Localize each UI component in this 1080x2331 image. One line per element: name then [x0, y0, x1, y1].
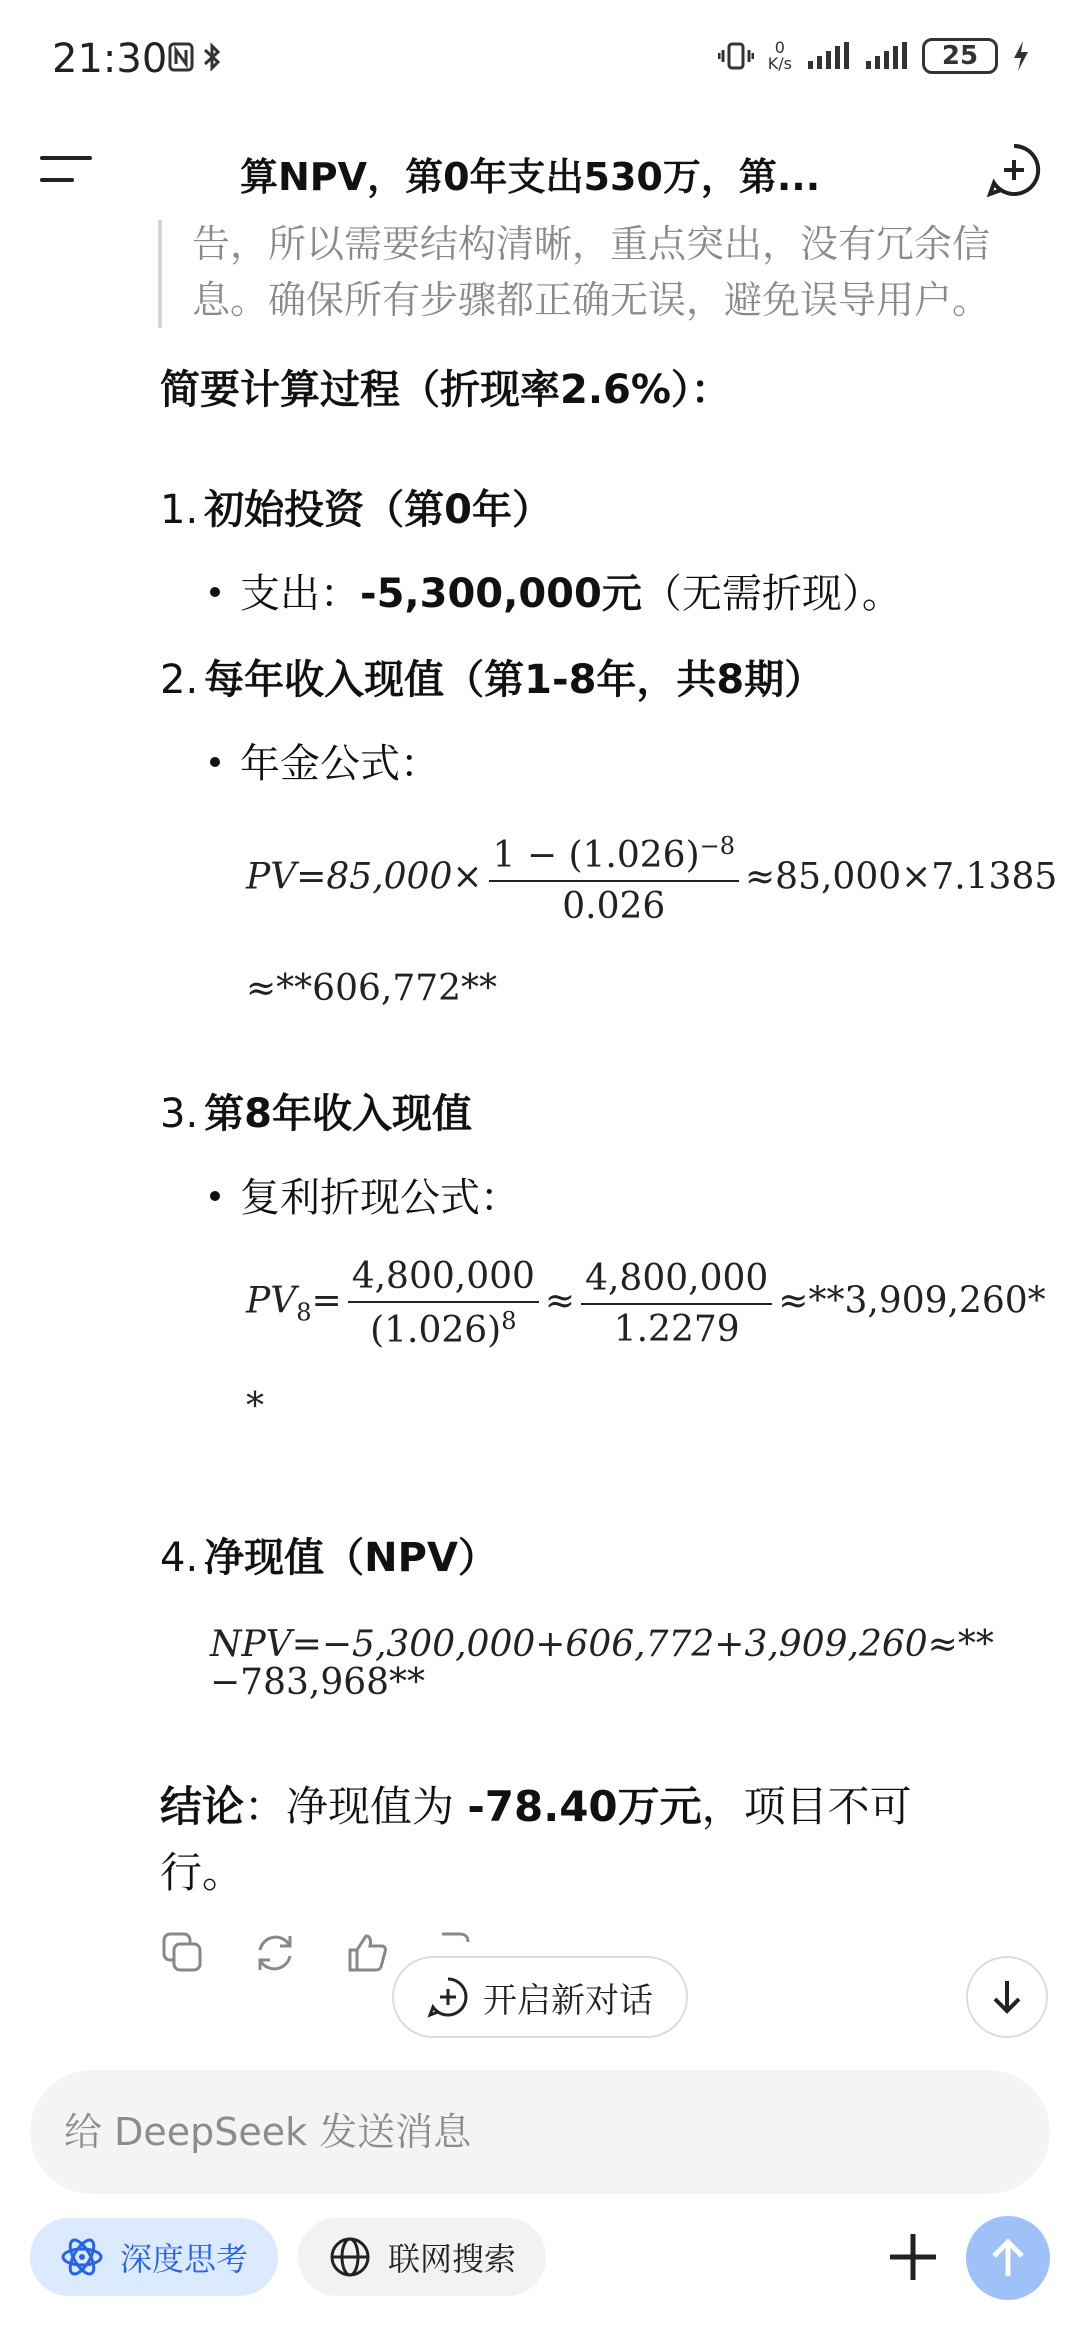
status-bar — [0, 0, 1080, 120]
plus-icon — [880, 2224, 946, 2290]
thinking-quote: 告，所以需要结构清晰，重点突出，没有冗余信息。确保所有步骤都正确无误，避免误导用户。 — [158, 220, 1018, 328]
bullet-dot — [210, 587, 220, 597]
bullet-dot — [210, 757, 220, 767]
fraction-denominator: (1.026) — [370, 1310, 502, 1351]
arrow-down-icon — [987, 1977, 1027, 2017]
equals: = — [311, 1280, 342, 1322]
web-search-label: 联网搜索 — [388, 2240, 517, 2278]
formula-npv-line2: −783,968** — [210, 1662, 426, 1703]
fraction-denominator: 0.026 — [562, 886, 666, 927]
list-item-1 — [160, 478, 552, 535]
status-time: 21:30 — [52, 36, 168, 82]
fraction — [581, 1258, 772, 1350]
chat-header — [0, 120, 1080, 220]
message-input[interactable] — [64, 2110, 1050, 2154]
copy-icon[interactable] — [160, 1930, 206, 1976]
formula-compound-tail: * — [246, 1386, 264, 1427]
plus-circle-icon — [986, 142, 1042, 198]
net-speed — [768, 40, 792, 72]
conclusion-label: 结论 — [160, 1782, 245, 1831]
bullet-prefix: 支出： — [240, 571, 360, 617]
formula-npv-line1 — [210, 1624, 994, 1665]
list-item-3 — [160, 1082, 472, 1139]
list-item-4 — [160, 1526, 498, 1583]
attach-button[interactable] — [880, 2224, 946, 2290]
web-search-toggle[interactable] — [298, 2218, 546, 2296]
status-left-icons — [168, 42, 222, 72]
conclusion — [160, 1774, 980, 1906]
net-speed-unit: K/s — [767, 54, 792, 73]
status-right — [718, 38, 1030, 74]
formula-lhs: PV=85,000× — [246, 856, 483, 898]
list-title: 初始投资（第0年） — [204, 487, 553, 533]
list-number: 3. — [160, 1091, 199, 1137]
bluetooth-icon — [202, 42, 222, 72]
fraction-denominator: 1.2279 — [613, 1308, 740, 1350]
bullet-suffix: （无需折现）。 — [641, 571, 902, 617]
signal-icon-2 — [864, 41, 908, 71]
fraction — [348, 1256, 539, 1351]
exponent: −8 — [699, 832, 736, 860]
net-speed-value: 0 — [774, 38, 785, 57]
nfc-icon — [168, 42, 194, 72]
arrow-up-icon — [986, 2236, 1030, 2280]
menu-line-bottom — [40, 178, 74, 182]
message-input-container[interactable] — [30, 2070, 1050, 2194]
fraction-numerator: 1 − (1.026) — [492, 835, 700, 876]
list-title: 第8年收入现值 — [204, 1091, 473, 1137]
regenerate-icon[interactable] — [252, 1930, 298, 1976]
list-title: 净现值（NPV） — [204, 1535, 498, 1581]
bullet-dot — [210, 1191, 220, 1201]
menu-button[interactable] — [40, 150, 96, 190]
conclusion-text: ，项目不可行。 — [160, 1782, 912, 1897]
list-item-2 — [160, 648, 824, 705]
bullet-expense — [210, 562, 902, 619]
atom-icon — [60, 2235, 104, 2279]
start-new-chat-label: 开启新对话 — [483, 1980, 653, 2021]
formula-text: NPV=−5,300,000+606,772+3,909,260≈** — [210, 1624, 994, 1665]
bullet-text: 复利折现公式： — [240, 1175, 520, 1221]
formula-annuity — [246, 832, 1057, 927]
bullet-compound — [210, 1166, 520, 1223]
bullet-amount: -5,300,000元 — [360, 571, 642, 617]
new-chat-icon — [427, 1976, 469, 2018]
deep-think-label: 深度思考 — [120, 2240, 249, 2278]
new-chat-button[interactable] — [986, 142, 1042, 198]
chat-content[interactable] — [0, 220, 1080, 2000]
battery-indicator: 25 — [922, 38, 998, 74]
exponent: 8 — [501, 1307, 517, 1335]
summary-heading: 简要计算过程（折现率2.6%）： — [160, 367, 731, 413]
conclusion-text: ：净现值为 — [244, 1782, 468, 1831]
formula-rhs: ≈85,000×7.1385 — [745, 856, 1058, 898]
list-title: 每年收入现值（第1-8年，共8期） — [204, 657, 825, 703]
approx: ≈ — [544, 1280, 576, 1322]
fraction — [489, 832, 740, 927]
thumbs-up-icon[interactable] — [344, 1930, 390, 1976]
list-number: 4. — [160, 1535, 199, 1581]
formula-compound — [246, 1256, 1046, 1351]
signal-icon-1 — [806, 41, 850, 71]
conclusion-amount: -78.40万元 — [467, 1782, 702, 1831]
fraction-numerator: 4,800,000 — [348, 1256, 539, 1303]
fraction-numerator: 4,800,000 — [581, 1258, 772, 1305]
formula-rhs: ≈**3,909,260* — [778, 1280, 1046, 1322]
deep-think-toggle[interactable] — [30, 2218, 278, 2296]
formula-annuity-result: ≈**606,772** — [246, 968, 498, 1009]
scroll-to-bottom-button[interactable] — [966, 1956, 1048, 2038]
start-new-chat-button[interactable] — [392, 1956, 688, 2038]
list-number: 1. — [160, 487, 199, 533]
subscript: 8 — [296, 1298, 312, 1327]
bullet-annuity — [210, 732, 440, 789]
menu-line-top — [40, 156, 92, 160]
formula-lhs: PV — [246, 1280, 297, 1322]
charging-icon — [1012, 40, 1030, 72]
bullet-text: 年金公式： — [240, 741, 440, 787]
list-number: 2. — [160, 657, 199, 703]
vibrate-icon — [718, 41, 754, 71]
send-button[interactable] — [966, 2216, 1050, 2300]
globe-icon — [328, 2235, 372, 2279]
conversation-title: 算NPV，第0年支出530万，第... — [240, 155, 821, 199]
